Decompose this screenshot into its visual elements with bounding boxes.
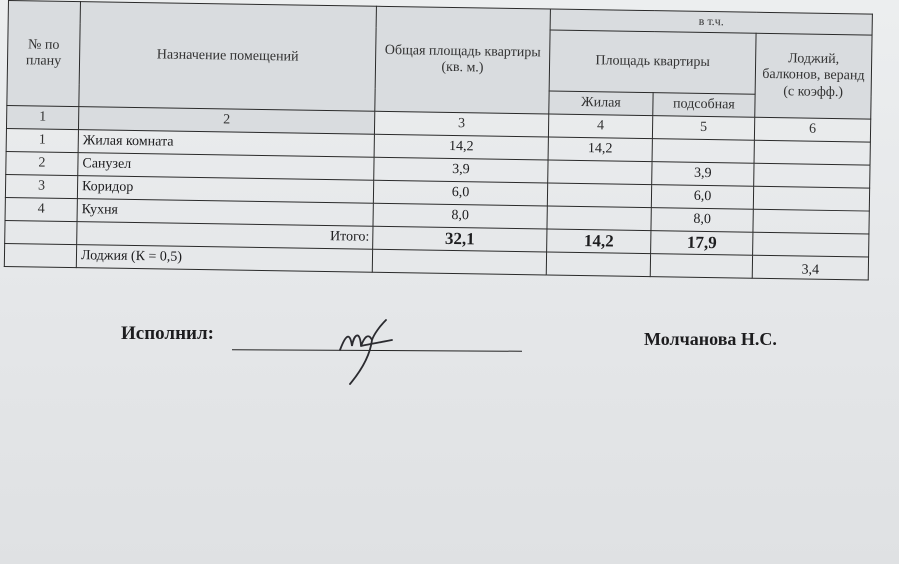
- loggia-value: 3,4: [752, 255, 868, 280]
- header-plan-number: № по плану: [7, 1, 81, 107]
- header-flat-area: Площадь квартиры: [549, 30, 756, 94]
- header-loggia: Лоджий, балконов, веранд (с коэфф.): [755, 33, 872, 119]
- loggia-area: [754, 163, 870, 188]
- header-total-area: Общая площадь квартиры (кв. м.): [375, 6, 551, 114]
- total-area: 6,0: [373, 180, 547, 206]
- loggia-area: [753, 209, 869, 234]
- totals-label: Итого:: [77, 222, 373, 250]
- header-living: Жилая: [549, 91, 653, 116]
- living-area: [548, 160, 652, 185]
- loggia-name: Лоджия (К = 0,5): [76, 245, 372, 273]
- signature-label: Исполнил:: [121, 323, 214, 344]
- aux-area: [652, 139, 754, 164]
- row-number: 1: [6, 128, 78, 152]
- row-number: 4: [5, 197, 77, 221]
- aux-area: 6,0: [651, 185, 753, 210]
- loggia-area: [753, 186, 869, 211]
- room-name: Кухня: [77, 199, 373, 227]
- totals-total-area: 32,1: [373, 226, 547, 252]
- handwritten-signature: [330, 312, 410, 392]
- loggia-area: [754, 140, 870, 165]
- header-purpose: Назначение помещений: [79, 2, 377, 112]
- total-area: 3,9: [374, 157, 548, 183]
- totals-living-area: 14,2: [547, 229, 651, 254]
- room-name: Жилая комната: [78, 130, 374, 158]
- col-number-5: 5: [652, 116, 754, 141]
- apartment-area-table: [4, 0, 873, 281]
- living-area: [547, 206, 651, 231]
- header-auxiliary: подсобная: [653, 93, 755, 118]
- room-name: Коридор: [77, 176, 373, 204]
- col-number-2: 2: [78, 107, 374, 135]
- total-area: 8,0: [373, 203, 547, 229]
- col-number-3: 3: [374, 111, 548, 137]
- executor-name: Молчанова Н.С.: [644, 329, 777, 349]
- total-area: 14,2: [374, 134, 548, 160]
- col-number-6: 6: [754, 117, 870, 142]
- col-number-4: 4: [548, 114, 652, 139]
- col-number-1: 1: [6, 105, 78, 129]
- row-number: 3: [5, 174, 77, 198]
- room-name: Санузел: [78, 153, 374, 181]
- aux-area: 8,0: [651, 208, 753, 233]
- header-including: в т.ч.: [550, 9, 872, 35]
- living-area: [547, 183, 651, 208]
- row-number: 2: [6, 151, 78, 175]
- living-area: 14,2: [548, 137, 652, 162]
- totals-aux-area: 17,9: [651, 231, 753, 256]
- aux-area: 3,9: [652, 162, 754, 187]
